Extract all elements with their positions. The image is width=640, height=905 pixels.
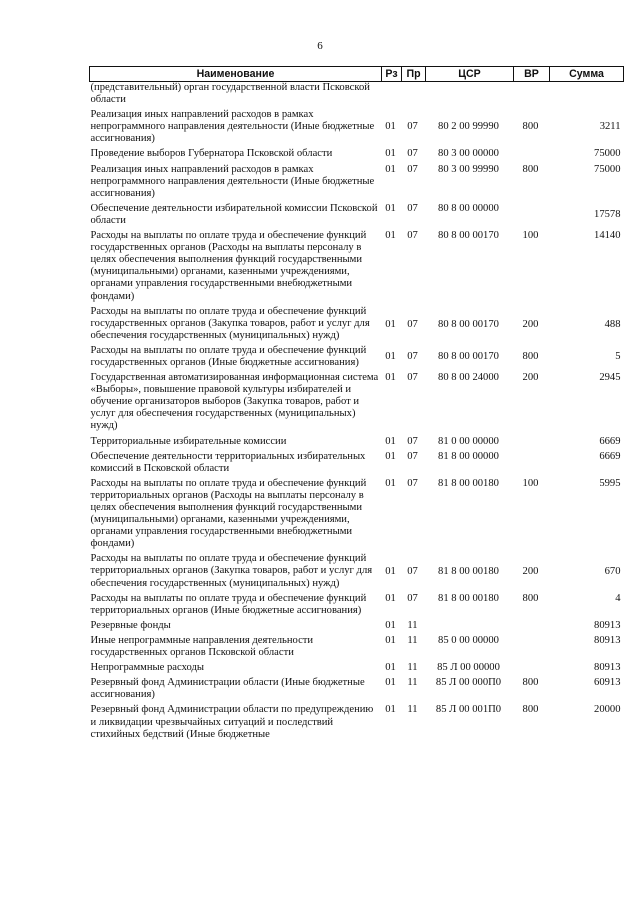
row-rz: 01 (385, 230, 396, 242)
header-name: Наименование (90, 67, 382, 82)
row-pr: 07 (407, 372, 418, 384)
row-csr: 81 8 00 00180 (438, 566, 499, 578)
row-rz: 01 (385, 566, 396, 578)
row-sum: 2945 (599, 372, 621, 384)
row-vr: 800 (522, 704, 539, 716)
row-sum: 17578 (594, 208, 621, 220)
row-name: Иные непрограммные направления деятельности государственных органов Псковской области (90, 634, 314, 659)
row-rz: 01 (385, 318, 396, 330)
table-row (90, 306, 624, 345)
row-csr: 85 Л 00 00000 (437, 662, 500, 674)
table-row (90, 436, 624, 451)
row-name: Реализация иных направлений расходов в рамках непрограммного направления деятельности (Иные бюджетные ассигнования) (90, 163, 375, 199)
row-rz: 01 (385, 677, 396, 689)
row-vr (514, 662, 550, 677)
row-vr: 200 (522, 372, 539, 384)
header-sum: Сумма (550, 67, 624, 82)
row-csr: 81 0 00 00000 (438, 435, 499, 447)
budget-table (89, 66, 624, 744)
row-pr: 07 (407, 477, 418, 489)
row-pr: 07 (407, 350, 418, 362)
row-rz: 01 (385, 435, 396, 447)
row-pr: 07 (407, 148, 418, 160)
row-name: Проведение выборов Губернатора Псковской области (90, 148, 333, 160)
row-sum: 6669 (599, 435, 621, 447)
row-rz: 01 (385, 477, 396, 489)
row-csr: 85 0 00 00000 (438, 634, 499, 646)
row-pr: 07 (407, 566, 418, 578)
row-pr: 07 (407, 450, 418, 462)
row-sum: 5995 (599, 477, 621, 489)
row-rz: 01 (385, 163, 396, 175)
table-row (90, 372, 624, 435)
row-csr: 80 8 00 00170 (438, 318, 499, 330)
row-pr: 07 (407, 163, 418, 175)
row-rz: 01 (385, 662, 396, 674)
table-row (90, 593, 624, 620)
row-csr: 85 Л 00 000П0 (435, 677, 502, 689)
row-name: Расходы на выплаты по оплате труда и обеспечение функций государственных органов (Расходы на выплаты персоналу в целях обеспечения выполнения функций государственными (муниципальными) органами, казенными учреждениями, органами управления государственными внебюджетными фондами) (90, 230, 367, 302)
row-sum: 6669 (599, 450, 621, 462)
row-csr: 80 8 00 00000 (438, 202, 499, 214)
row-pr: 07 (407, 121, 418, 133)
row-name: Обеспечение деятельности территориальных избирательных комиссий в Псковской области (90, 450, 366, 474)
row-sum: 80913 (594, 662, 621, 674)
row-pr: 11 (407, 704, 418, 716)
row-rz: 01 (385, 148, 396, 160)
row-pr: 07 (407, 230, 418, 242)
row-sum: 4 (615, 592, 621, 604)
row-name: Территориальные избирательные комиссии (90, 435, 287, 447)
row-name: Обеспечение деятельности избирательной комиссии Псковской области (90, 202, 378, 226)
row-sum: 60913 (594, 677, 621, 689)
row-csr: 81 8 00 00180 (438, 592, 499, 604)
table-row (90, 82, 624, 110)
table-row (90, 203, 624, 230)
header-vr: ВР (514, 67, 550, 82)
table-row (90, 620, 624, 635)
table-row (90, 635, 624, 662)
row-sum: 80913 (594, 634, 621, 646)
row-vr: 800 (522, 350, 539, 362)
row-csr: 85 Л 00 001П0 (435, 704, 502, 716)
row-sum: 5 (615, 350, 621, 362)
row-vr: 100 (522, 230, 539, 242)
row-pr: 07 (407, 435, 418, 447)
row-vr (514, 451, 550, 478)
row-name: Непрограммные расходы (90, 662, 204, 674)
row-rz: 01 (385, 592, 396, 604)
row-sum: 14140 (594, 230, 621, 242)
table-header-row (90, 67, 624, 82)
row-vr: 800 (522, 592, 539, 604)
table-row (90, 230, 624, 306)
row-csr: 81 8 00 00000 (438, 450, 499, 462)
row-vr (514, 203, 550, 230)
row-pr: 11 (407, 677, 418, 689)
row-sum: 670 (604, 566, 621, 578)
row-rz: 01 (385, 350, 396, 362)
row-csr: 81 8 00 00180 (438, 477, 499, 489)
row-rz (382, 82, 402, 110)
table-row (90, 148, 624, 163)
header-csr: ЦСР (426, 67, 514, 82)
row-rz: 01 (385, 202, 396, 214)
table-row (90, 345, 624, 372)
row-csr: 80 8 00 00170 (438, 230, 499, 242)
row-pr: 11 (407, 634, 418, 646)
row-vr (514, 436, 550, 451)
row-pr (402, 82, 426, 110)
row-rz: 01 (385, 372, 396, 384)
row-sum (550, 82, 624, 110)
row-vr (514, 635, 550, 662)
table-row (90, 451, 624, 478)
row-pr: 07 (407, 318, 418, 330)
row-csr: 80 2 00 99990 (438, 121, 499, 133)
table-row (90, 164, 624, 203)
row-vr: 200 (522, 566, 539, 578)
row-pr: 11 (407, 619, 418, 631)
row-name: Резервный фонд Администрации области по предупреждению и ликвидации чрезвычайных ситуаций и последствий стихийных бедствий (Иные бюджетные (90, 704, 374, 740)
row-rz: 01 (385, 704, 396, 716)
row-name: Расходы на выплаты по оплате труда и обеспечение функций государственных органов (Закупка товаров, работ и услуг для обеспечения государственных (муниципальных) нужд) (90, 305, 370, 341)
row-vr (514, 148, 550, 163)
table-row (90, 662, 624, 677)
table-row (90, 109, 624, 148)
row-vr: 800 (522, 677, 539, 689)
row-name: Расходы на выплаты по оплате труда и обеспечение функций территориальных органов (Расходы на выплаты персоналу в целях обеспечения выполнения функций государственными (муниципальными) органами, казенными учреждениями, органами управления государственными внебюджетными фондами) (90, 477, 367, 550)
table-row (90, 677, 624, 704)
row-pr: 11 (407, 662, 418, 674)
row-rz: 01 (385, 619, 396, 631)
row-name: Расходы на выплаты по оплате труда и обеспечение функций территориальных органов (Закупка товаров, работ и услуг для обеспечения государственных (муниципальных) нужд) (90, 553, 373, 589)
table-row (90, 478, 624, 554)
row-vr: 800 (522, 163, 539, 175)
row-sum: 80913 (594, 619, 621, 631)
row-name: Расходы на выплаты по оплате труда и обеспечение функций государственных органов (Иные бюджетные ассигнования) (90, 344, 367, 368)
row-sum: 488 (604, 318, 621, 330)
row-sum: 75000 (594, 148, 621, 160)
row-name: Реализация иных направлений расходов в рамках непрограммного направления деятельности (Иные бюджетные ассигнования) (90, 109, 375, 145)
row-vr: 800 (522, 121, 539, 133)
row-csr: 80 3 00 99990 (438, 163, 499, 175)
row-vr: 200 (522, 318, 539, 330)
row-pr: 07 (407, 202, 418, 214)
row-name: (представительный) орган государственной власти Псковской области (90, 82, 370, 106)
row-vr: 100 (522, 477, 539, 489)
row-rz: 01 (385, 634, 396, 646)
page-number: 6 (317, 40, 323, 52)
table-row (90, 553, 624, 592)
row-vr (514, 620, 550, 635)
row-name: Государственная автоматизированная информационная система «Выборы», повышение правовой культуры избирателей и обучение организаторов выборов (Закупка товаров, работ и услуг для обеспечения государственных (муниципальных) нужд) (90, 372, 379, 432)
row-vr (514, 82, 550, 110)
header-rz: Рз (382, 67, 402, 82)
row-csr: 80 8 00 24000 (438, 372, 499, 384)
row-sum: 75000 (594, 163, 621, 175)
row-csr: 80 8 00 00170 (438, 350, 499, 362)
header-pr: Пр (402, 67, 426, 82)
row-name: Резервные фонды (90, 619, 171, 631)
row-csr: 80 3 00 00000 (438, 148, 499, 160)
table-row (90, 704, 624, 743)
row-csr (426, 82, 514, 110)
row-csr (426, 620, 514, 635)
row-name: Резервный фонд Администрации области (Иные бюджетные ассигнования) (90, 677, 365, 701)
row-sum: 20000 (594, 704, 621, 716)
row-rz: 01 (385, 121, 396, 133)
row-name: Расходы на выплаты по оплате труда и обеспечение функций территориальных органов (Иные бюджетные ассигнования) (90, 592, 367, 616)
row-pr: 07 (407, 592, 418, 604)
row-sum: 3211 (599, 121, 621, 133)
row-rz: 01 (385, 450, 396, 462)
